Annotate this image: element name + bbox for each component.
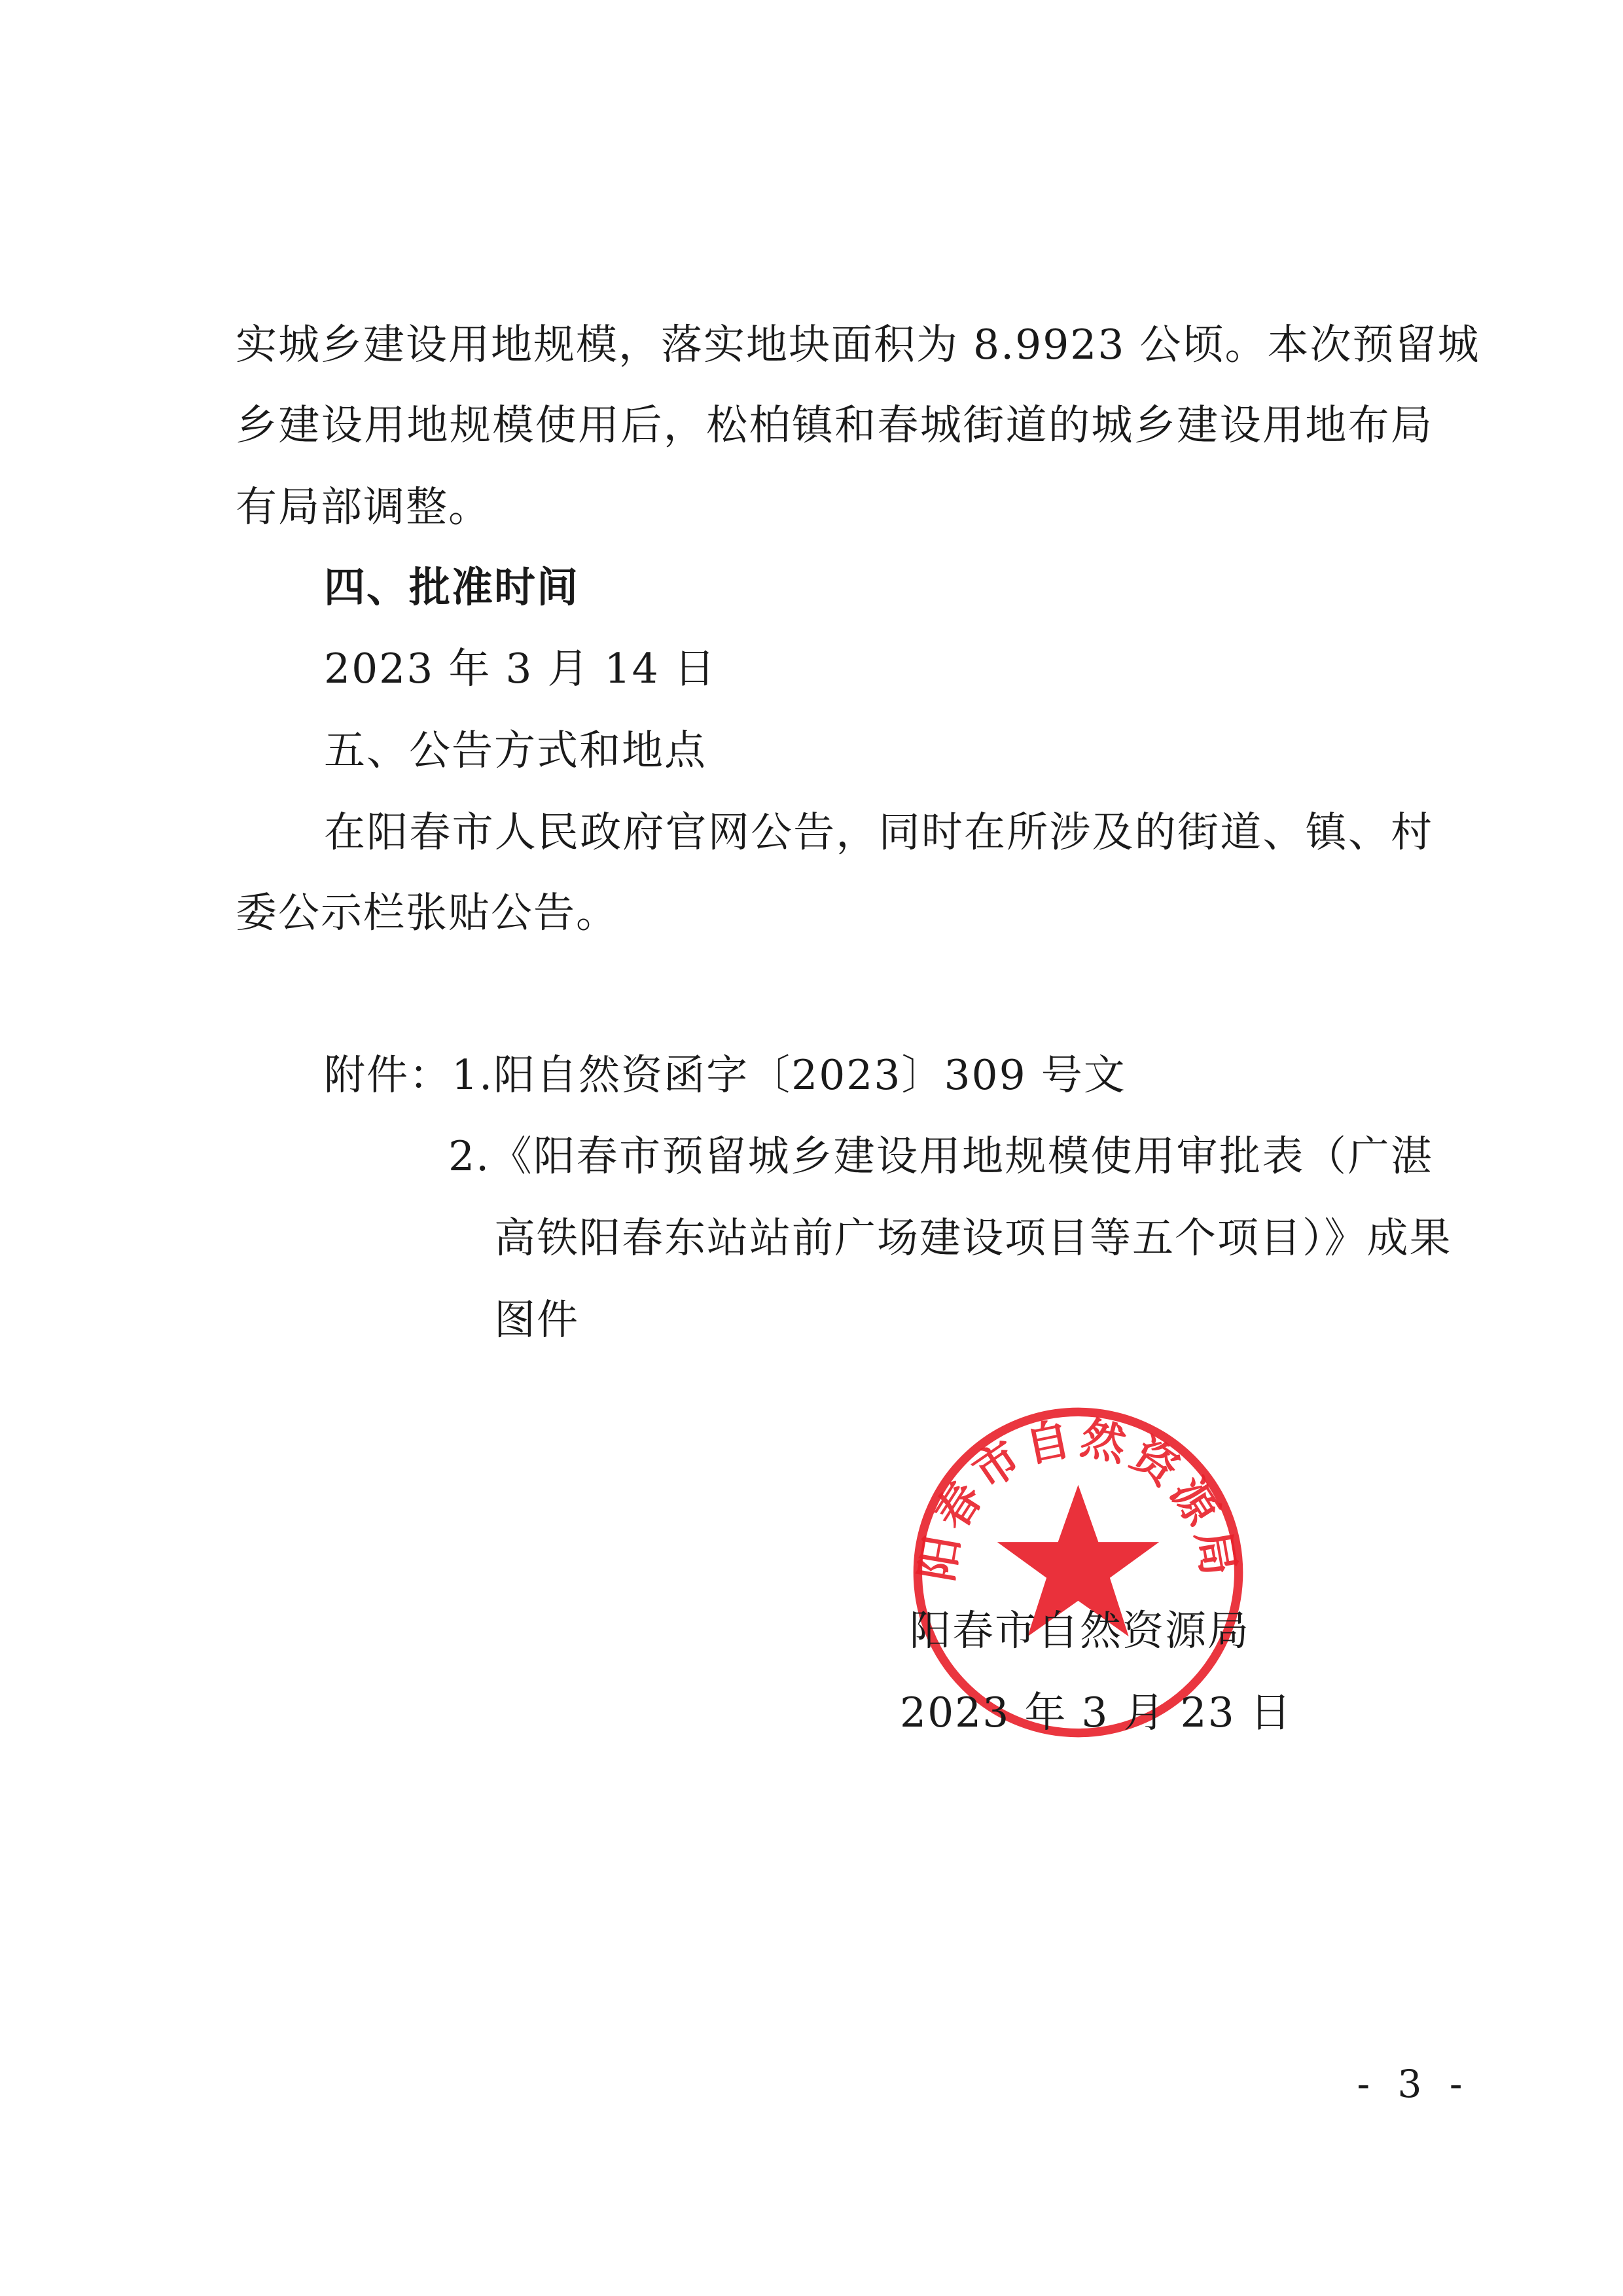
body-line-1: 实城乡建设用地规模，落实地块面积为 8.9923 公顷。本次预留城 <box>236 321 1480 368</box>
attachment-item-2-line-1: 2.《阳春市预留城乡建设用地规模使用审批表（广湛 <box>448 1132 1433 1180</box>
attachments-block <box>324 1049 1126 1102</box>
section-5-line-2: 委公示栏张贴公告。 <box>236 889 618 937</box>
approval-date: 2023 年 3 月 14 日 <box>324 645 717 692</box>
attachment-item-2-line-2: 高铁阳春东站站前广场建设项目等五个项目）》成果 <box>494 1214 1452 1262</box>
attachment-item-1: 1.阳自然资函字〔2023〕309 号文 <box>452 1051 1126 1099</box>
attachment-item-2-line-3: 图件 <box>494 1296 579 1344</box>
section-5-heading: 五、公告方式和地点 <box>324 726 707 774</box>
signature-date: 2023 年 3 月 23 日 <box>900 1689 1293 1736</box>
page-number: - 3 - <box>1357 2062 1471 2106</box>
attachments-label: 附件： <box>324 1051 452 1099</box>
seal-text: 阳春市自然资源局 <box>910 1411 1246 1585</box>
body-line-3: 有局部调整。 <box>236 483 491 531</box>
body-line-2: 乡建设用地规模使用后，松柏镇和春城街道的城乡建设用地布局 <box>236 401 1433 449</box>
signature-org: 阳春市自然资源局 <box>910 1607 1250 1655</box>
section-5-line-1: 在阳春市人民政府官网公告，同时在所涉及的街道、镇、村 <box>324 808 1433 856</box>
section-4-heading: 四、批准时间 <box>324 564 579 611</box>
